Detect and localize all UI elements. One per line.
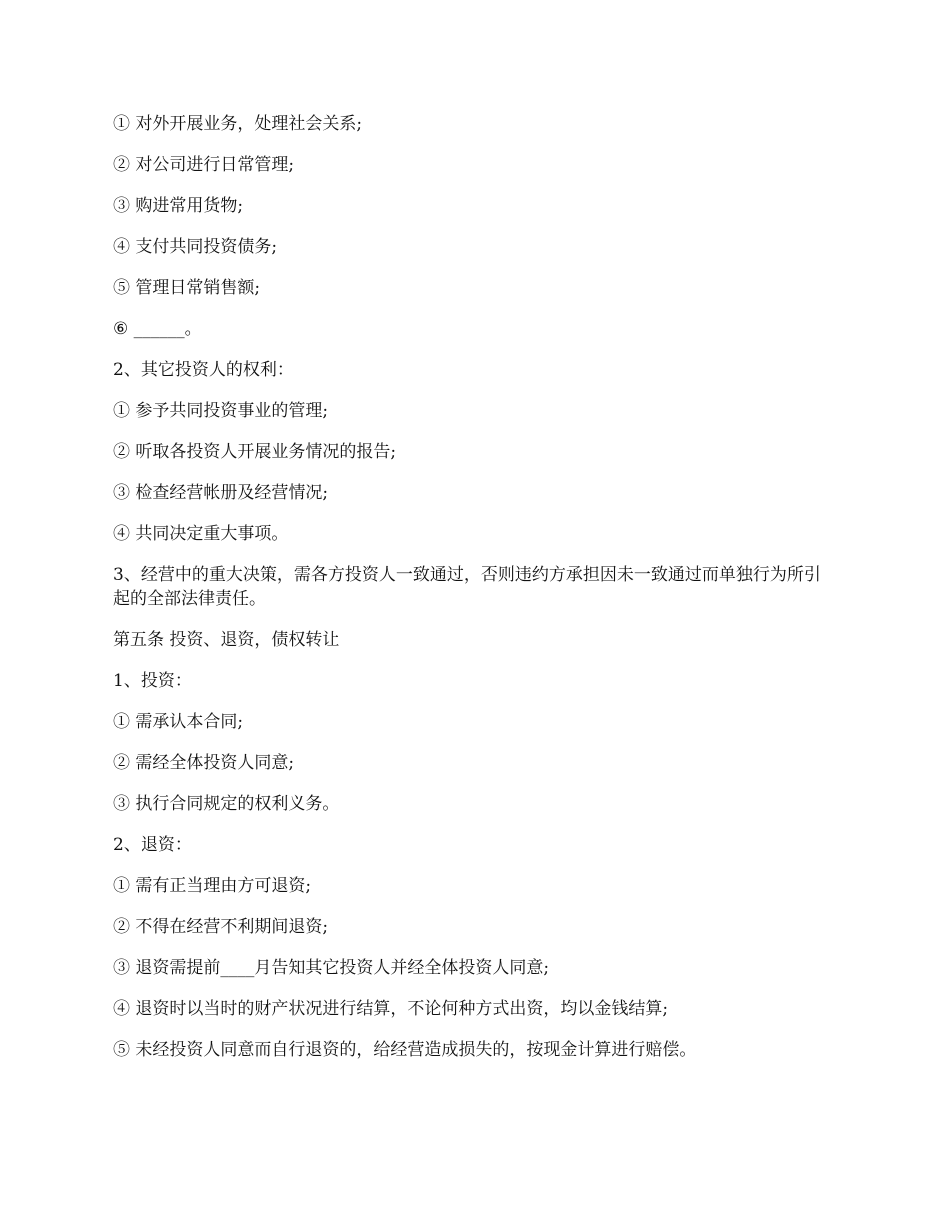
list-item: ③ 购进常用货物; [113, 196, 244, 216]
list-item: ① 对外开展业务，处理社会关系; [113, 114, 363, 134]
list-item: ① 需有正当理由方可退资; [113, 876, 312, 896]
list-item: ⑤ 未经投资人同意而自行退资的，给经营造成损失的，按现金计算进行赔偿。 [113, 1040, 697, 1060]
list-item: ② 听取各投资人开展业务情况的报告; [113, 442, 397, 462]
list-item: ③ 检查经营帐册及经营情况; [113, 483, 329, 503]
document-body [113, 112, 835, 1079]
paragraph: 3、经营中的重大决策，需各方投资人一致通过，否则违约方承担因未一致通过而单独行为所引起的全部法律责任。 [113, 565, 821, 609]
section-heading: 2、退资： [113, 835, 192, 855]
list-item: ① 参予共同投资事业的管理; [113, 401, 329, 421]
list-item: ② 需经全体投资人同意; [113, 753, 295, 773]
list-item: ② 不得在经营不利期间退资; [113, 917, 329, 937]
section-heading: 2、其它投资人的权利： [113, 360, 294, 380]
list-item: ④ 退资时以当时的财产状况进行结算，不论何种方式出资，均以金钱结算; [113, 999, 669, 1019]
list-item: ④ 共同决定重大事项。 [113, 524, 289, 544]
list-item: ③ 退资需提前____月告知其它投资人并经全体投资人同意; [113, 958, 550, 978]
list-item: ⑥ ______。 [113, 319, 202, 339]
list-item: ① 需承认本合同; [113, 712, 244, 732]
list-item: ⑤ 管理日常销售额; [113, 278, 261, 298]
section-heading: 1、投资： [113, 671, 192, 691]
list-item: ② 对公司进行日常管理; [113, 155, 295, 175]
list-item: ③ 执行合同规定的权利义务。 [113, 794, 340, 814]
list-item: ④ 支付共同投资债务; [113, 237, 278, 257]
article-heading: 第五条 投资、退资，债权转让 [113, 630, 340, 650]
